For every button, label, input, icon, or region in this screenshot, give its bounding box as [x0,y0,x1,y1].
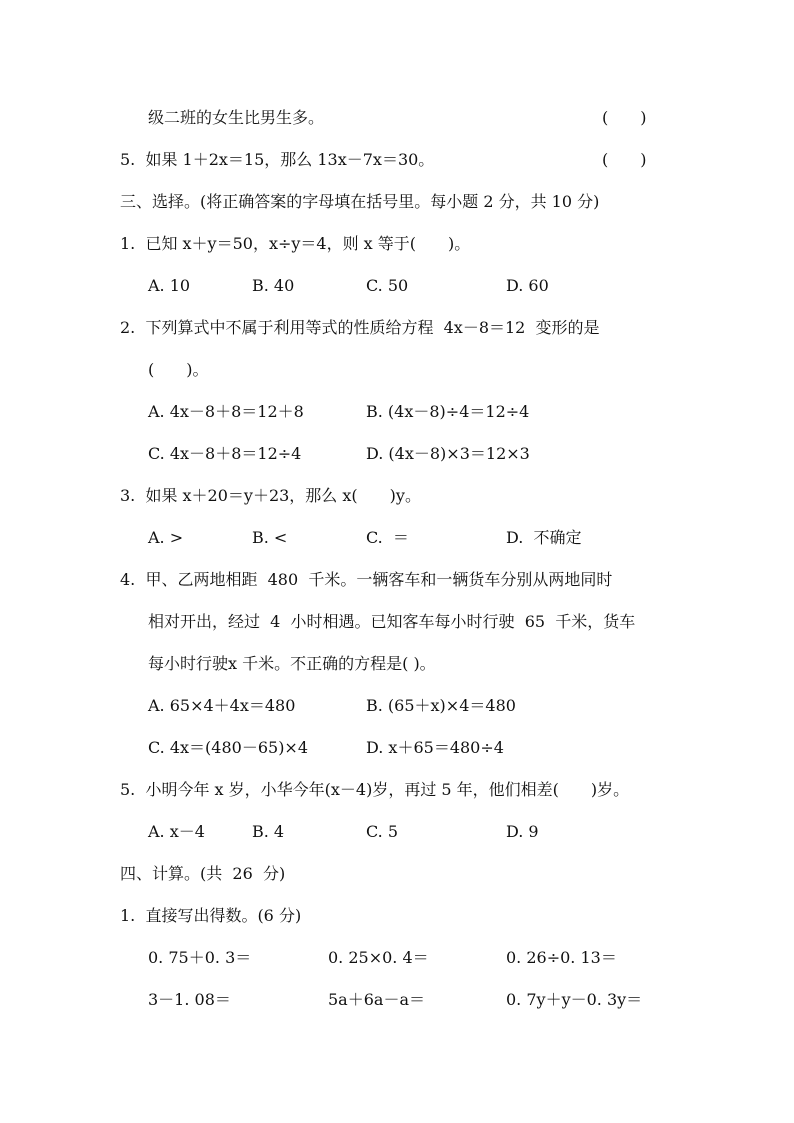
s3-q4-option-a: A. 65×4＋4x＝480 [148,696,296,715]
s3-q5-option-a: A. x－4 [148,822,205,841]
s3-q3-option-c: C. ＝ [366,528,409,547]
s3-q5-option-d: D. 9 [506,822,539,841]
s3-q2-stem-continuation: ( )。 [148,360,209,379]
s4-calc-2: 0. 25×0. 4＝ [328,948,429,967]
judge-q4-continuation: 级二班的女生比男生多。 [148,108,325,127]
s4-calc-5: 5a＋6a－a＝ [328,990,425,1009]
s3-q1-option-c: C. 50 [366,276,409,295]
s3-q1-option-a: A. 10 [148,276,191,295]
s3-q5-option-b: B. 4 [252,822,285,841]
s3-q2-stem: 2. 下列算式中不属于利用等式的性质给方程 4x－8＝12 变形的是 [120,318,600,337]
s3-q1-stem: 1. 已知 x＋y＝50，x÷y＝4，则 x 等于( )。 [120,234,471,253]
s4-calc-4: 3－1. 08＝ [148,990,231,1009]
judge-q5-answer-paren[interactable]: ( ) [602,150,647,169]
section-4-title: 四、计算。(共 26 分) [120,864,286,883]
s3-q4-stem: 4. 甲、乙两地相距 480 千米。一辆客车和一辆货车分别从两地同时 [120,570,613,589]
s3-q4-stem-line3: 每小时行驶x 千米。不正确的方程是( )。 [148,654,436,673]
s3-q4-option-d: D. x＋65＝480÷4 [366,738,504,757]
s4-q1-stem: 1. 直接写出得数。(6 分) [120,906,302,925]
s3-q3-option-d: D. 不确定 [506,528,582,547]
s4-calc-3: 0. 26÷0. 13＝ [506,948,617,967]
s3-q2-option-d: D. (4x－8)×3＝12×3 [366,444,530,463]
s4-calc-6: 0. 7y＋y－0. 3y＝ [506,990,643,1009]
s3-q5-stem: 5. 小明今年 x 岁，小华今年(x－4)岁，再过 5 年，他们相差( )岁。 [120,780,630,799]
section-3-title: 三、选择。(将正确答案的字母填在括号里。每小题 2 分，共 10 分) [120,192,600,211]
s3-q4-stem-line2: 相对开出，经过 4 小时相遇。已知客车每小时行驶 65 千米，货车 [148,612,636,631]
s3-q4-option-c: C. 4x＝(480－65)×4 [148,738,309,757]
s4-calc-1: 0. 75＋0. 3＝ [148,948,252,967]
s3-q2-option-b: B. (4x－8)÷4＝12÷4 [366,402,530,421]
s3-q3-stem: 3. 如果 x＋20＝y＋23，那么 x( )y。 [120,486,421,505]
s3-q4-option-b: B. (65＋x)×4＝480 [366,696,516,715]
judge-q5: 5. 如果 1＋2x＝15，那么 13x－7x＝30。 [120,150,435,169]
judge-q4-answer-paren[interactable]: ( ) [602,108,647,127]
s3-q1-option-b: B. 40 [252,276,295,295]
s3-q2-option-c: C. 4x－8＋8＝12÷4 [148,444,302,463]
s3-q1-option-d: D. 60 [506,276,549,295]
s3-q3-option-b: B. < [252,528,288,547]
s3-q2-option-a: A. 4x－8＋8＝12＋8 [148,402,304,421]
s3-q5-option-c: C. 5 [366,822,399,841]
s3-q3-option-a: A. > [148,528,184,547]
